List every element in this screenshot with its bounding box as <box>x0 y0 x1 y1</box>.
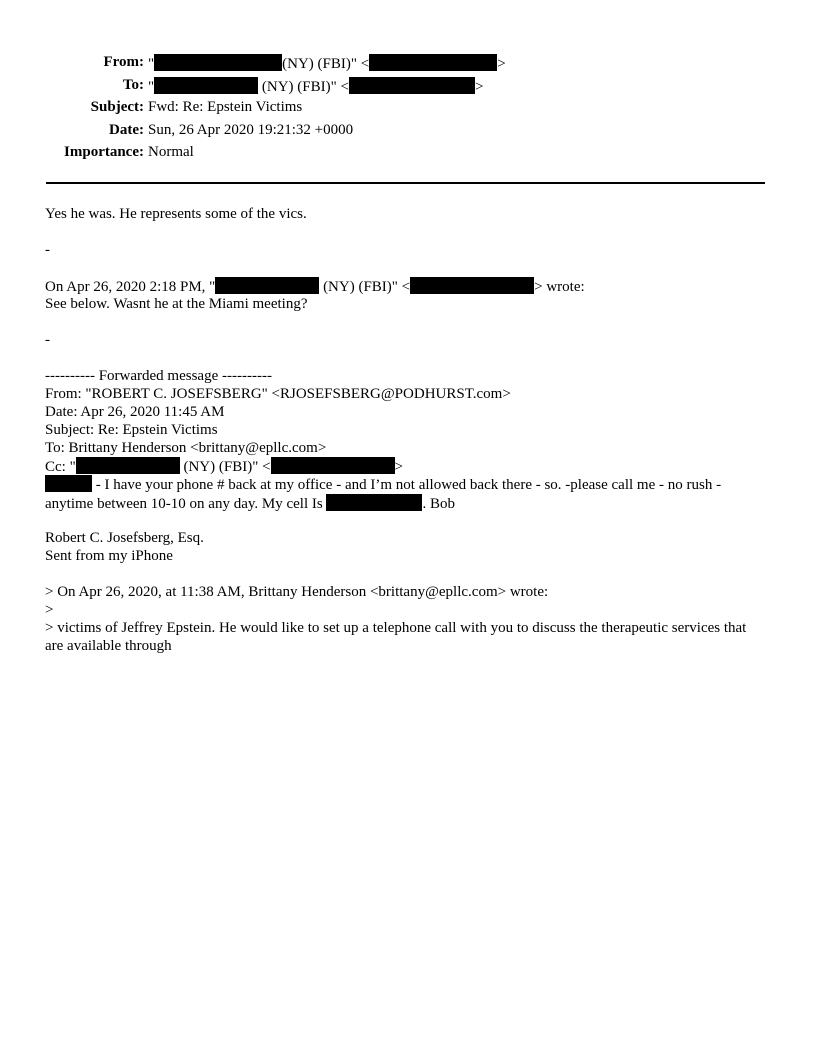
header-divider <box>46 182 765 184</box>
date-value: Sun, 26 Apr 2020 19:21:32 +0000 <box>148 121 354 138</box>
quoted-blank: > <box>45 602 54 618</box>
forwarded-separator: ---------- Forwarded message ---------- <box>45 368 272 384</box>
redaction-block <box>326 494 422 511</box>
redaction-block <box>271 457 395 474</box>
quoted-text: > victims of Jeffrey Epstein. He would like to set up a telephone call with you to discuss the therapeutic services that are available through <box>45 620 747 654</box>
redaction-block <box>45 475 92 492</box>
redaction-block <box>215 277 319 294</box>
reply-text: Yes he was. He represents some of the vics. <box>45 206 307 222</box>
importance-label: Importance: <box>64 144 144 160</box>
from-label: From: <box>103 54 144 70</box>
forwarded-cc: Cc: " (NY) (FBI)" < > <box>45 459 403 475</box>
from-value: " (NY) (FBI)" < > <box>148 56 506 72</box>
subject-label: Subject: <box>90 99 144 115</box>
redaction-block <box>154 77 258 94</box>
to-label: To: <box>122 76 144 93</box>
date-label: Date: <box>109 121 144 138</box>
redaction-block <box>76 457 180 474</box>
signature-device: Sent from my iPhone <box>45 548 173 564</box>
quote-intro: On Apr 26, 2020 2:18 PM, " (NY) (FBI)" < > wrote: <box>45 279 585 295</box>
quote-text: See below. Wasnt he at the Miami meeting? <box>45 296 308 312</box>
dash-line: - <box>45 332 50 348</box>
forwarded-to: To: Brittany Henderson <brittany@epllc.com> <box>45 440 327 456</box>
forwarded-date: Date: Apr 26, 2020 11:45 AM <box>45 404 225 420</box>
signature-name: Robert C. Josefsberg, Esq. <box>45 530 204 546</box>
redaction-block <box>410 277 534 294</box>
to-value: " (NY) (FBI)" < > <box>148 78 484 95</box>
dash-line: - <box>45 242 50 258</box>
redaction-block <box>154 54 282 71</box>
importance-value: Normal <box>148 144 194 160</box>
forwarded-from: From: "ROBERT C. JOSEFSBERG" <RJOSEFSBERG@PODHURST.com> <box>45 386 511 402</box>
redaction-block <box>349 77 475 94</box>
forwarded-message: - I have your phone # back at my office - and I’m not allowed back there - so. -please call me - no rush - anytime between 10-10 on any day. My cell Is . Bob <box>45 477 722 512</box>
redaction-block <box>369 54 497 71</box>
forwarded-subject: Subject: Re: Epstein Victims <box>45 422 218 438</box>
subject-value: Fwd: Re: Epstein Victims <box>148 99 303 115</box>
quoted-intro: > On Apr 26, 2020, at 11:38 AM, Brittany Henderson <brittany@epllc.com> wrote: <box>45 584 549 600</box>
